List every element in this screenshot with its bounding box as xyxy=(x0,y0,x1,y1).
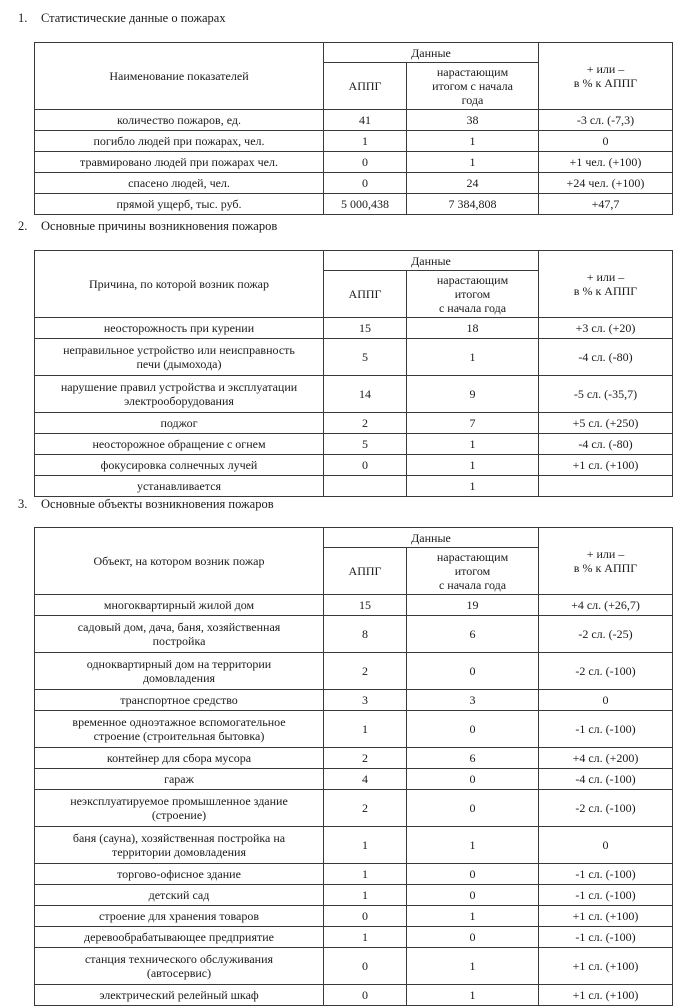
row-cumulative: 1 xyxy=(407,434,539,455)
row-diff: -4 сл. (-80) xyxy=(539,339,673,376)
fire-statistics-table xyxy=(34,42,673,215)
row-name: травмировано людей при пожарах чел. xyxy=(35,152,324,173)
table-row xyxy=(35,339,673,376)
header-diff-line1: + или – xyxy=(586,62,625,76)
row-appg: 2 xyxy=(324,413,407,434)
fire-objects-table xyxy=(34,527,673,1006)
row-name: неправильное устройство или неисправность печи (дымохода) xyxy=(35,339,324,376)
section-1-number: 1. xyxy=(18,11,28,25)
table-row xyxy=(35,616,673,653)
row-cumulative: 18 xyxy=(407,318,539,339)
table-row xyxy=(35,748,673,769)
row-diff xyxy=(539,476,673,497)
row-appg: 1 xyxy=(324,885,407,906)
row-diff: -3 сл. (-7,3) xyxy=(539,110,673,131)
row-appg: 0 xyxy=(324,173,407,194)
row-name: неосторожность при курении xyxy=(35,318,324,339)
row-name: гараж xyxy=(35,769,324,790)
header-cumulative-line2: итогом xyxy=(454,287,491,301)
section-1-title-text: Статистические данные о пожарах xyxy=(41,11,226,25)
header-data-group: Данные xyxy=(324,528,539,548)
header-appg: АППГ xyxy=(324,63,407,110)
row-diff: 0 xyxy=(539,690,673,711)
row-diff: +5 сл. (+250) xyxy=(539,413,673,434)
row-diff: +1 сл. (+100) xyxy=(539,985,673,1006)
header-cumulative xyxy=(407,271,539,318)
row-diff: +3 сл. (+20) xyxy=(539,318,673,339)
row-appg: 14 xyxy=(324,376,407,413)
header-appg: АППГ xyxy=(324,271,407,318)
section-2-title xyxy=(18,219,277,233)
row-cumulative: 0 xyxy=(407,927,539,948)
table-row xyxy=(35,948,673,985)
row-appg: 8 xyxy=(324,616,407,653)
row-cumulative: 1 xyxy=(407,985,539,1006)
row-appg: 2 xyxy=(324,748,407,769)
row-appg: 5 xyxy=(324,339,407,376)
header-diff-line2: в % к АППГ xyxy=(573,561,638,575)
row-name: транспортное средство xyxy=(35,690,324,711)
row-cumulative: 38 xyxy=(407,110,539,131)
row-diff: -1 сл. (-100) xyxy=(539,927,673,948)
header-cumulative-line3: с начала года xyxy=(438,301,507,315)
row-diff: -4 сл. (-100) xyxy=(539,769,673,790)
section-2-number: 2. xyxy=(18,219,28,233)
row-appg: 1 xyxy=(324,827,407,864)
header-object-name: Объект, на котором возник пожар xyxy=(35,528,324,595)
row-cumulative: 1 xyxy=(407,152,539,173)
row-cumulative: 1 xyxy=(407,476,539,497)
row-name: фокусировка солнечных лучей xyxy=(35,455,324,476)
header-indicator-name: Наименование показателей xyxy=(35,43,324,110)
row-cumulative: 0 xyxy=(407,885,539,906)
row-cumulative: 0 xyxy=(407,653,539,690)
header-diff xyxy=(539,43,673,110)
section-3-title-text: Основные объекты возникновения пожаров xyxy=(41,497,274,511)
header-data-group: Данные xyxy=(324,43,539,63)
section-1-title xyxy=(18,11,226,25)
row-appg: 3 xyxy=(324,690,407,711)
row-name: временное одноэтажное вспомогательное строение (строительная бытовка) xyxy=(35,711,324,748)
table-row xyxy=(35,413,673,434)
row-cumulative: 19 xyxy=(407,595,539,616)
row-cumulative: 0 xyxy=(407,790,539,827)
row-diff: 0 xyxy=(539,827,673,864)
table-row xyxy=(35,318,673,339)
row-cumulative: 7 384,808 xyxy=(407,194,539,215)
header-appg: АППГ xyxy=(324,548,407,595)
row-diff: -4 сл. (-80) xyxy=(539,434,673,455)
row-name: баня (сауна), хозяйственная постройка на территории домовладения xyxy=(35,827,324,864)
table-row xyxy=(35,690,673,711)
header-diff-line2: в % к АППГ xyxy=(573,284,638,298)
table-row xyxy=(35,927,673,948)
table-row xyxy=(35,790,673,827)
row-appg: 0 xyxy=(324,948,407,985)
row-appg: 2 xyxy=(324,790,407,827)
row-cumulative: 9 xyxy=(407,376,539,413)
table-row xyxy=(35,769,673,790)
row-name: поджог xyxy=(35,413,324,434)
row-name: контейнер для сбора мусора xyxy=(35,748,324,769)
row-name: деревообрабатывающее предприятие xyxy=(35,927,324,948)
row-diff: +1 сл. (+100) xyxy=(539,948,673,985)
table-row xyxy=(35,152,673,173)
row-name: прямой ущерб, тыс. руб. xyxy=(35,194,324,215)
row-appg: 15 xyxy=(324,318,407,339)
row-name: количество пожаров, ед. xyxy=(35,110,324,131)
row-appg: 4 xyxy=(324,769,407,790)
header-cause-name: Причина, по которой возник пожар xyxy=(35,251,324,318)
fire-causes-table xyxy=(34,250,673,497)
table-row xyxy=(35,827,673,864)
row-name: одноквартирный дом на территории домовладения xyxy=(35,653,324,690)
row-cumulative: 0 xyxy=(407,769,539,790)
row-appg: 1 xyxy=(324,927,407,948)
row-diff: -2 сл. (-25) xyxy=(539,616,673,653)
row-cumulative: 1 xyxy=(407,827,539,864)
row-name: станция технического обслуживания (автосервис) xyxy=(35,948,324,985)
row-appg: 0 xyxy=(324,455,407,476)
header-cumulative-line3: с начала года xyxy=(438,578,507,592)
table-row xyxy=(35,711,673,748)
header-cumulative-line1: нарастающим xyxy=(436,550,509,564)
header-data-group: Данные xyxy=(324,251,539,271)
row-name: погибло людей при пожарах, чел. xyxy=(35,131,324,152)
row-cumulative: 6 xyxy=(407,748,539,769)
row-diff: +47,7 xyxy=(539,194,673,215)
row-name: многоквартирный жилой дом xyxy=(35,595,324,616)
table-row xyxy=(35,985,673,1006)
section-3-title xyxy=(18,497,274,511)
row-appg: 5 000,438 xyxy=(324,194,407,215)
row-diff: -2 сл. (-100) xyxy=(539,790,673,827)
row-appg: 41 xyxy=(324,110,407,131)
row-name: нарушение правил устройства и эксплуатации электрооборудования xyxy=(35,376,324,413)
header-diff xyxy=(539,251,673,318)
row-appg: 1 xyxy=(324,131,407,152)
section-3-number: 3. xyxy=(18,497,28,511)
row-diff: +4 сл. (+200) xyxy=(539,748,673,769)
table-row xyxy=(35,434,673,455)
header-diff-line2: в % к АППГ xyxy=(573,76,638,90)
row-appg: 1 xyxy=(324,864,407,885)
row-name: торгово-офисное здание xyxy=(35,864,324,885)
row-appg: 5 xyxy=(324,434,407,455)
row-cumulative: 1 xyxy=(407,948,539,985)
row-cumulative: 1 xyxy=(407,906,539,927)
table-row xyxy=(35,653,673,690)
table-row xyxy=(35,885,673,906)
row-name: устанавливается xyxy=(35,476,324,497)
header-diff-line1: + или – xyxy=(586,547,625,561)
row-appg: 2 xyxy=(324,653,407,690)
row-cumulative: 6 xyxy=(407,616,539,653)
section-2-title-text: Основные причины возникновения пожаров xyxy=(41,219,278,233)
row-cumulative: 3 xyxy=(407,690,539,711)
table-row xyxy=(35,110,673,131)
header-cumulative-line1: нарастающим xyxy=(436,273,509,287)
row-diff: -5 сл. (-35,7) xyxy=(539,376,673,413)
row-diff: +24 чел. (+100) xyxy=(539,173,673,194)
table-row xyxy=(35,131,673,152)
table-row xyxy=(35,864,673,885)
row-name: неэксплуатируемое промышленное здание (строение) xyxy=(35,790,324,827)
table-row xyxy=(35,906,673,927)
row-appg: 1 xyxy=(324,711,407,748)
row-cumulative: 1 xyxy=(407,339,539,376)
header-cumulative: нарастающим итогом с начала года xyxy=(407,63,539,110)
row-name: электрический релейный шкаф xyxy=(35,985,324,1006)
row-name: строение для хранения товаров xyxy=(35,906,324,927)
row-name: неосторожное обращение с огнем xyxy=(35,434,324,455)
row-diff: -1 сл. (-100) xyxy=(539,711,673,748)
row-diff: +1 чел. (+100) xyxy=(539,152,673,173)
row-name: садовый дом, дача, баня, хозяйственная постройка xyxy=(35,616,324,653)
row-appg: 0 xyxy=(324,906,407,927)
row-cumulative: 1 xyxy=(407,131,539,152)
table-row xyxy=(35,595,673,616)
row-diff: +1 сл. (+100) xyxy=(539,455,673,476)
row-appg: 0 xyxy=(324,985,407,1006)
header-diff-line1: + или – xyxy=(586,270,625,284)
row-diff: -1 сл. (-100) xyxy=(539,885,673,906)
row-name: спасено людей, чел. xyxy=(35,173,324,194)
table-row xyxy=(35,476,673,497)
row-diff: -2 сл. (-100) xyxy=(539,653,673,690)
table-row xyxy=(35,194,673,215)
row-appg: 15 xyxy=(324,595,407,616)
table-row xyxy=(35,173,673,194)
row-appg: 0 xyxy=(324,152,407,173)
row-appg xyxy=(324,476,407,497)
header-cumulative-line2: итогом xyxy=(454,564,491,578)
row-cumulative: 0 xyxy=(407,864,539,885)
row-diff: 0 xyxy=(539,131,673,152)
header-cumulative xyxy=(407,548,539,595)
header-diff xyxy=(539,528,673,595)
row-cumulative: 7 xyxy=(407,413,539,434)
table-row xyxy=(35,376,673,413)
row-diff: +1 сл. (+100) xyxy=(539,906,673,927)
row-diff: +4 сл. (+26,7) xyxy=(539,595,673,616)
table-row xyxy=(35,455,673,476)
row-cumulative: 0 xyxy=(407,711,539,748)
row-cumulative: 24 xyxy=(407,173,539,194)
row-cumulative: 1 xyxy=(407,455,539,476)
row-diff: -1 сл. (-100) xyxy=(539,864,673,885)
row-name: детский сад xyxy=(35,885,324,906)
